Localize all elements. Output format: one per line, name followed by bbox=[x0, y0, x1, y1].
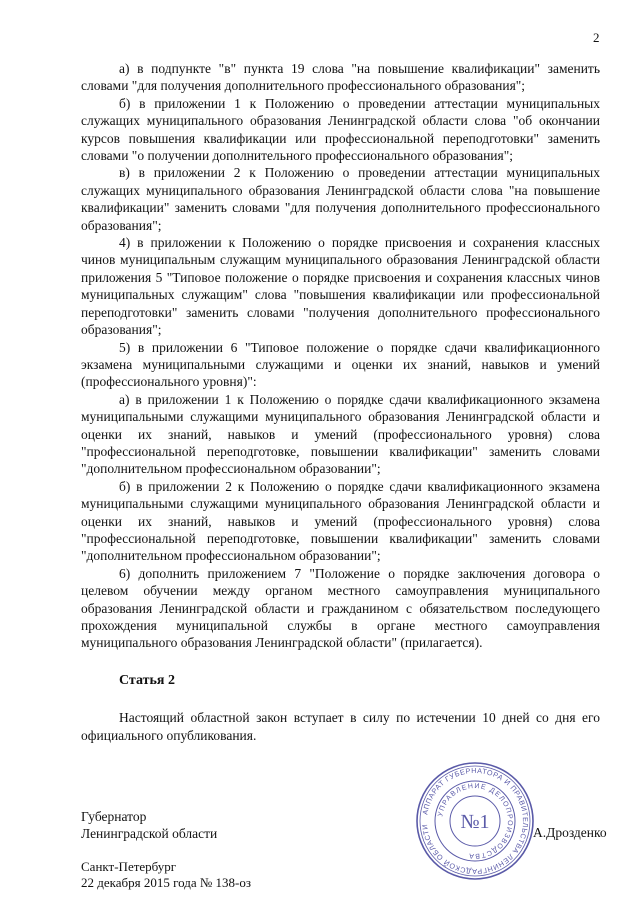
paragraph-a-1: а) в подпункте "в" пункта 19 слова "на повышение квалификации" заменить словами "для получения дополнительного профессионального образования"; bbox=[81, 61, 600, 94]
page-number: 2 bbox=[593, 30, 600, 45]
footer-city: Санкт-Петербург bbox=[81, 859, 177, 874]
official-seal-icon bbox=[414, 760, 536, 882]
paragraph-v: в) в приложении 2 к Положению о проведении аттестации муниципальных служащих муниципального образования Ленинградской области слова "на повышение квалификации" заменить словами "для получения дополнительного профессионального образования"; bbox=[81, 165, 600, 233]
signature-title-line2: Ленинградской области bbox=[81, 826, 218, 842]
signature-title-line1: Губернатор bbox=[81, 809, 147, 824]
final-paragraph: Настоящий областной закон вступает в силу по истечении 10 дней со дня его официального опубликования. bbox=[81, 710, 600, 743]
article-heading: Статья 2 bbox=[119, 672, 175, 688]
seal-number: №1 bbox=[460, 811, 490, 833]
paragraph-5: 5) в приложении 6 "Типовое положение о порядке сдачи квалификационного экзамена муниципальными служащими и оценки их знаний, навыков и умений (профессионального уровня)": bbox=[81, 339, 600, 390]
seal-outer-text: АППАРАТ ГУБЕРНАТОРА И ПРАВИТЕЛЬСТВА ЛЕНИНГРАДСКОЙ ОБЛАСТИ bbox=[420, 765, 531, 877]
footer bbox=[81, 859, 251, 891]
paragraph-b-1: б) в приложении 1 к Положению о проведении аттестации муниципальных служащих муниципального образования Ленинградской области слова "об окончании курсов повышения квалификации или профессиональной переподготовки" заменить словами "о получении дополнительного профессионального образования"; bbox=[81, 95, 600, 164]
signature-title bbox=[81, 808, 217, 843]
paragraph-4: 4) в приложении к Положению о порядке присвоения и сохранения классных чинов муниципальным служащим муниципального образования Ленинградской области приложения 5 "Типовое положение о порядке присвоения и сохранения классных чинов муниципальных служащим" слова "повышения квалификации или профессиональной переподготовки" заменить словами "получения дополнительного профессионального образования"; bbox=[81, 235, 600, 338]
paragraph-b-2: б) в приложении 2 к Положению о порядке сдачи квалификационного экзамена муниципальными служащими муниципального образования Ленинградской области и оценки их знаний, навыков и умений (профессионального уровня) слова "профессиональной переподготовке, повышении квалификации" заменить словами "дополнительном профессиональном образовании"; bbox=[81, 478, 600, 564]
footer-date-number: 22 декабря 2015 года № 138-оз bbox=[81, 875, 252, 890]
signature-name: А.Дрозденко bbox=[533, 825, 607, 840]
paragraph-a-2: а) в приложении 1 к Положению о порядке сдачи квалификационного экзамена муниципальными служащими муниципального образования Ленинградской области и оценки их знаний, навыков и умений (профессионального уровня) слова "профессиональной переподготовке, повышении квалификации" заменить словами "дополнительном профессиональном образовании"; bbox=[81, 391, 600, 477]
paragraph-6: 6) дополнить приложением 7 "Положение о порядке заключения договора о целевом обучении между органом местного самоуправления муниципального образования Ленинградской области и гражданином с обязательством последующего прохождения муниципальной службы в органе местного самоуправления муниципального образования Ленинградской области" (прилагается). bbox=[81, 565, 600, 651]
document-body bbox=[81, 60, 600, 744]
seal-inner-text: УПРАВЛЕНИЕ ДЕЛОПРОИЗВОДСТВА bbox=[437, 782, 514, 860]
